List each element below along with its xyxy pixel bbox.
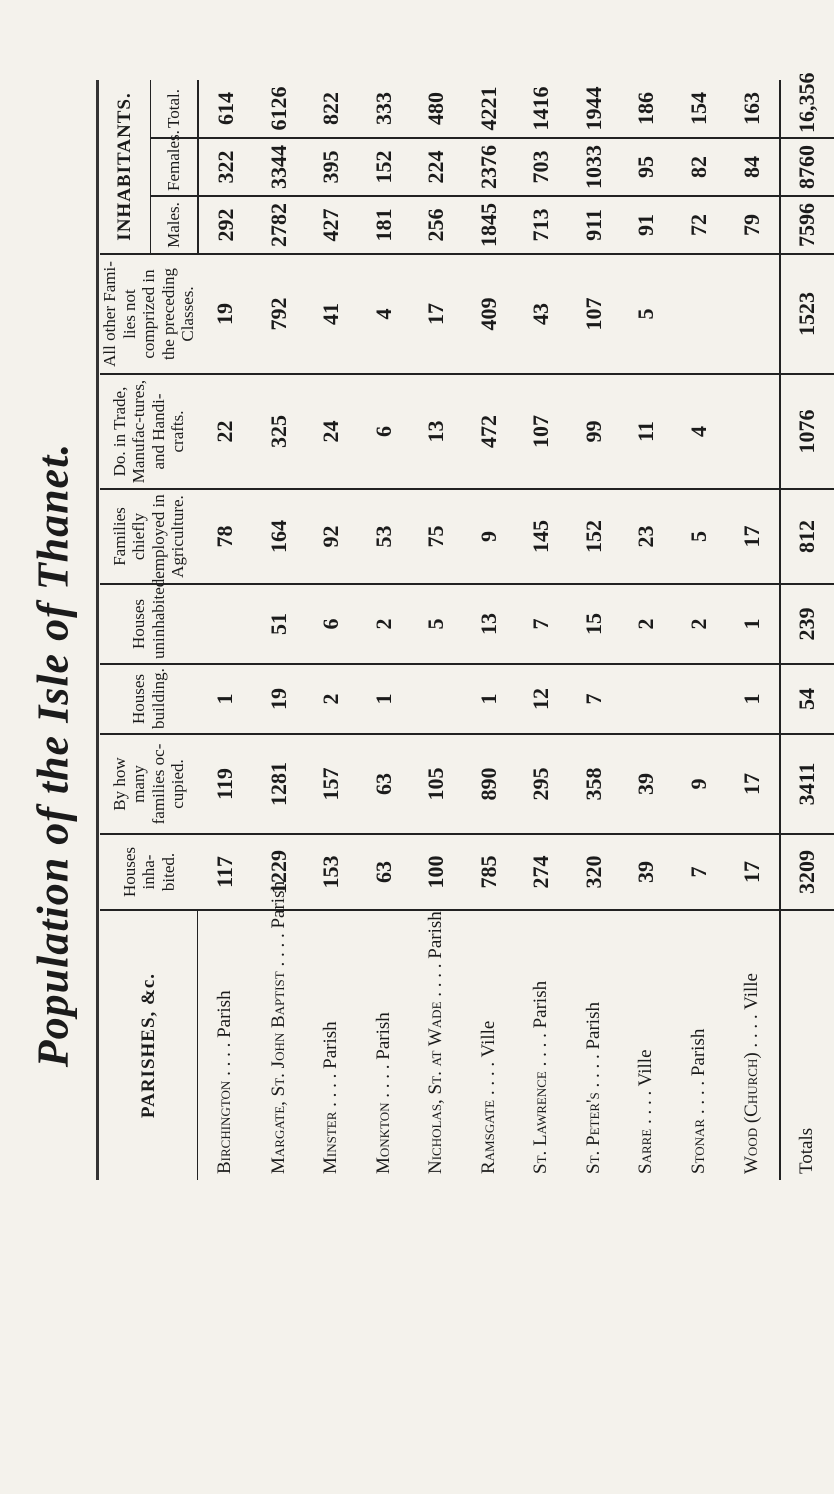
cell-other: 792 <box>252 254 305 374</box>
cell-males: 427 <box>305 196 358 254</box>
header-families-trade: Do. in Trade, Manufac-tures, and Handi-crafts. <box>100 374 198 489</box>
parish-type: Parish <box>214 990 236 1038</box>
cell-females: 2376 <box>462 138 515 196</box>
cell-uninhabited: 13 <box>462 584 515 664</box>
cell-trade: 4 <box>673 374 726 489</box>
cell-trade: 107 <box>515 374 568 489</box>
cell-other <box>673 254 726 374</box>
cell-females: 703 <box>515 138 568 196</box>
cell-families: 9 <box>673 734 726 834</box>
cell-trade: 11 <box>620 374 673 489</box>
parish-cell <box>620 910 673 1180</box>
total-uninhabited: 239 <box>780 584 834 664</box>
leader-dots: . . . . <box>635 1086 657 1129</box>
total-agriculture: 812 <box>780 489 834 584</box>
cell-females: 224 <box>410 138 463 196</box>
cell-uninhabited: 2 <box>357 584 410 664</box>
cell-trade: 99 <box>567 374 620 489</box>
leader-dots: . . . . <box>320 1068 342 1112</box>
total-houses: 3209 <box>780 834 834 910</box>
cell-building: 2 <box>305 664 358 734</box>
cell-other: 409 <box>462 254 515 374</box>
cell-building <box>620 664 673 734</box>
leader-dots: . . . . <box>740 1009 762 1053</box>
header-families-by-how-many: By how many families oc-cupied. <box>100 734 198 834</box>
cell-females: 152 <box>357 138 410 196</box>
cell-houses: 153 <box>305 834 358 910</box>
table-body <box>198 72 834 1180</box>
parish-type: Ville <box>635 1049 657 1087</box>
parish-name: Minster <box>320 1111 342 1174</box>
table-row <box>305 80 358 1180</box>
header-houses-building: Houses building. <box>100 664 198 734</box>
cell-building: 7 <box>567 664 620 734</box>
cell-other: 17 <box>410 254 463 374</box>
cell-uninhabited: 7 <box>515 584 568 664</box>
cell-building: 12 <box>515 664 568 734</box>
parish-cell <box>410 910 463 1180</box>
cell-families: 157 <box>305 734 358 834</box>
parish-type: Ville <box>740 973 762 1010</box>
cell-trade: 22 <box>198 374 253 489</box>
parish-cell <box>305 910 358 1180</box>
parish-name: St. Peter's <box>582 1092 604 1174</box>
cell-females: 95 <box>620 138 673 196</box>
cell-building: 1 <box>725 664 780 734</box>
cell-uninhabited: 51 <box>252 584 305 664</box>
cell-trade: 13 <box>410 374 463 489</box>
header-families-other: All other Fami-lies not comprized in the preceding Classes. <box>100 254 198 374</box>
total-males: 7596 <box>780 196 834 254</box>
parish-type: Parish <box>582 1002 604 1050</box>
leader-dots: . . . . <box>425 958 447 1002</box>
parish-cell <box>357 910 410 1180</box>
parish-cell <box>567 910 620 1180</box>
cell-males: 72 <box>673 196 726 254</box>
cell-uninhabited: 15 <box>567 584 620 664</box>
table-left-rule <box>96 80 99 1180</box>
cell-houses: 117 <box>198 834 253 910</box>
cell-total: 4221 <box>462 80 515 138</box>
cell-trade: 325 <box>252 374 305 489</box>
parish-type: Parish <box>320 1021 342 1069</box>
cell-other: 107 <box>567 254 620 374</box>
cell-uninhabited: 6 <box>305 584 358 664</box>
header-total: Total. <box>150 80 197 138</box>
cell-total: 1944 <box>567 80 620 138</box>
cell-houses: 785 <box>462 834 515 910</box>
cell-uninhabited <box>198 584 253 664</box>
leader-dots: . . . . <box>582 1049 604 1093</box>
cell-total: 154 <box>673 80 726 138</box>
cell-males: 79 <box>725 196 780 254</box>
cell-houses: 7 <box>673 834 726 910</box>
cell-total: 1416 <box>515 80 568 138</box>
leader-dots: . . . . <box>267 928 289 972</box>
cell-houses: 63 <box>357 834 410 910</box>
cell-total: 186 <box>620 80 673 138</box>
parish-type: Ville <box>477 1020 499 1058</box>
cell-other: 43 <box>515 254 568 374</box>
page-title-container <box>8 190 98 1320</box>
cell-houses: 320 <box>567 834 620 910</box>
cell-building <box>673 664 726 734</box>
parish-cell <box>252 881 305 1180</box>
table-row <box>567 80 620 1180</box>
cell-females: 322 <box>198 138 253 196</box>
parish-name: Ramsgate <box>477 1099 499 1174</box>
cell-agriculture: 9 <box>462 489 515 584</box>
cell-agriculture: 17 <box>725 489 780 584</box>
parish-cell <box>462 910 515 1180</box>
population-table-rotated <box>100 72 820 1180</box>
cell-families: 358 <box>567 734 620 834</box>
cell-total: 480 <box>410 80 463 138</box>
total-females: 8760 <box>780 138 834 196</box>
parish-name: Sarre <box>635 1128 657 1174</box>
table-row <box>673 80 726 1180</box>
cell-other: 41 <box>305 254 358 374</box>
parish-type: Parish <box>530 980 552 1029</box>
page-title: Population of the Isle of Thanet. <box>28 442 78 1068</box>
cell-trade <box>725 374 780 489</box>
total-trade: 1076 <box>780 374 834 489</box>
table-row <box>357 80 410 1180</box>
totals-label: Totals <box>780 910 834 1180</box>
cell-trade: 24 <box>305 374 358 489</box>
cell-building: 19 <box>252 664 305 734</box>
cell-families: 295 <box>515 734 568 834</box>
cell-total: 333 <box>357 80 410 138</box>
cell-other: 4 <box>357 254 410 374</box>
header-houses-inhabited: Houses inha-bited. <box>100 834 198 910</box>
cell-houses: 1229 <box>252 834 305 910</box>
cell-females: 82 <box>673 138 726 196</box>
cell-other: 19 <box>198 254 253 374</box>
cell-houses: 39 <box>620 834 673 910</box>
leader-dots: . . . . <box>530 1028 552 1072</box>
header-houses-uninhabited: Houses uninhabited. <box>100 584 198 664</box>
leader-dots: . . . . <box>372 1059 394 1103</box>
cell-houses: 274 <box>515 834 568 910</box>
cell-males: 91 <box>620 196 673 254</box>
table-row <box>620 80 673 1180</box>
cell-females: 84 <box>725 138 780 196</box>
table-row <box>410 80 463 1180</box>
parish-cell <box>198 910 253 1180</box>
cell-males: 256 <box>410 196 463 254</box>
leader-dots: . . . . <box>687 1076 709 1119</box>
parish-cell <box>725 910 780 1180</box>
cell-trade: 6 <box>357 374 410 489</box>
parish-name: Wood (Church) <box>740 1052 762 1174</box>
leader-dots: . . . . <box>214 1037 236 1081</box>
cell-trade: 472 <box>462 374 515 489</box>
header-parishes: PARISHES, &c. <box>100 910 198 1180</box>
cell-total: 614 <box>198 80 253 138</box>
total-building: 54 <box>780 664 834 734</box>
parish-type: Parish <box>267 881 289 929</box>
parish-type: Parish <box>425 911 447 959</box>
cell-building: 1 <box>198 664 253 734</box>
cell-houses: 100 <box>410 834 463 910</box>
total-families: 3411 <box>780 734 834 834</box>
cell-other <box>725 254 780 374</box>
cell-females: 395 <box>305 138 358 196</box>
cell-building: 1 <box>462 664 515 734</box>
parish-name: Stonar <box>687 1118 709 1174</box>
parish-cell <box>673 910 726 1180</box>
header-females: Females. <box>150 138 197 196</box>
cell-houses: 17 <box>725 834 780 910</box>
cell-agriculture: 75 <box>410 489 463 584</box>
cell-families: 17 <box>725 734 780 834</box>
cell-males: 911 <box>567 196 620 254</box>
cell-males: 713 <box>515 196 568 254</box>
cell-uninhabited: 1 <box>725 584 780 664</box>
table-row <box>462 80 515 1180</box>
cell-building: 1 <box>357 664 410 734</box>
leader-dots: . . . . <box>477 1057 499 1100</box>
cell-total: 6126 <box>252 80 305 138</box>
totals-row <box>780 80 834 1180</box>
cell-other: 5 <box>620 254 673 374</box>
parish-type: Parish <box>687 1028 709 1077</box>
header-families-agriculture: Families chiefly employed in Agriculture. <box>100 489 198 584</box>
cell-families: 105 <box>410 734 463 834</box>
cell-males: 292 <box>198 196 253 254</box>
cell-females: 3344 <box>252 138 305 196</box>
cell-uninhabited: 2 <box>620 584 673 664</box>
table-row <box>725 80 780 1180</box>
parish-name: Nicholas, St. at Wade <box>425 1001 447 1174</box>
header-inhabitants-group: INHABITANTS. <box>100 80 150 254</box>
cell-uninhabited: 5 <box>410 584 463 664</box>
parish-type: Parish <box>372 1012 394 1060</box>
cell-families: 63 <box>357 734 410 834</box>
total-total: 16,356 <box>780 80 834 138</box>
cell-agriculture: 78 <box>198 489 253 584</box>
table-row <box>252 80 305 1180</box>
cell-agriculture: 164 <box>252 489 305 584</box>
cell-uninhabited: 2 <box>673 584 726 664</box>
cell-total: 163 <box>725 80 780 138</box>
cell-agriculture: 53 <box>357 489 410 584</box>
parish-name: Monkton <box>372 1102 394 1174</box>
parish-name: Margate, St. John Baptist <box>267 971 289 1174</box>
parish-name: St. Lawrence <box>530 1071 552 1174</box>
cell-agriculture: 145 <box>515 489 568 584</box>
table-row <box>515 80 568 1180</box>
cell-males: 181 <box>357 196 410 254</box>
cell-males: 1845 <box>462 196 515 254</box>
cell-agriculture: 92 <box>305 489 358 584</box>
cell-families: 1281 <box>252 734 305 834</box>
population-table <box>100 72 834 1180</box>
cell-building <box>410 664 463 734</box>
cell-agriculture: 23 <box>620 489 673 584</box>
total-other: 1523 <box>780 254 834 374</box>
cell-families: 39 <box>620 734 673 834</box>
cell-agriculture: 5 <box>673 489 726 584</box>
table-row <box>198 80 253 1180</box>
cell-females: 1033 <box>567 138 620 196</box>
cell-total: 822 <box>305 80 358 138</box>
cell-families: 890 <box>462 734 515 834</box>
cell-agriculture: 152 <box>567 489 620 584</box>
header-males: Males. <box>150 196 197 254</box>
cell-families: 119 <box>198 734 253 834</box>
cell-males: 2782 <box>252 196 305 254</box>
parish-cell <box>515 910 568 1180</box>
parish-name: Birchington <box>214 1080 236 1174</box>
